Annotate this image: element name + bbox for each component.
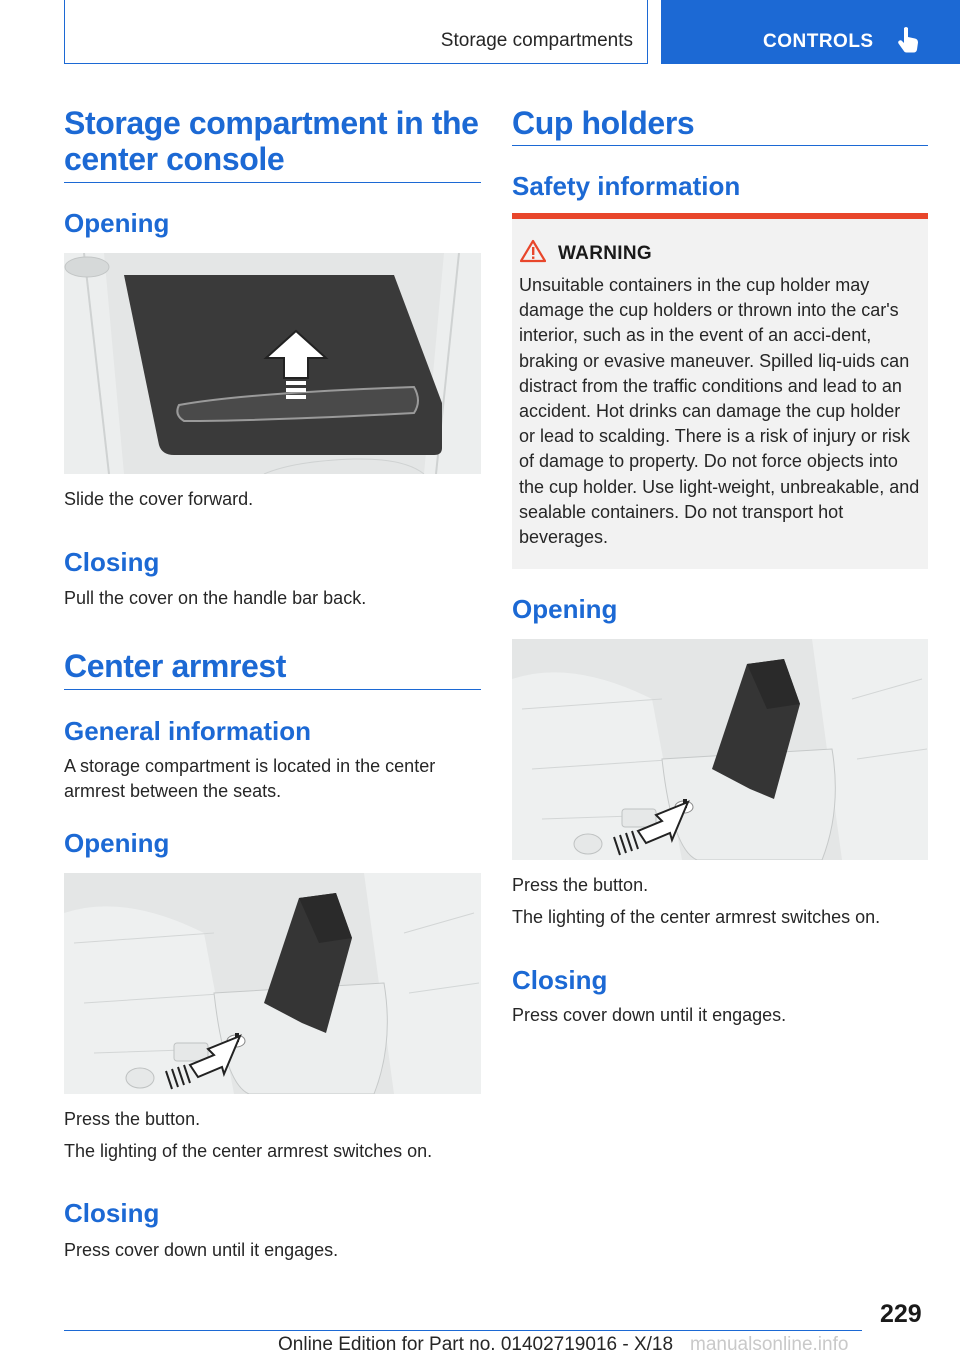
warning-title: WARNING (558, 243, 652, 264)
console-cover-figure (64, 253, 481, 474)
opening-heading-1: Opening (64, 208, 170, 238)
caption-press-button-right: Press the button. (512, 875, 649, 895)
opening-heading-3: Opening (512, 594, 618, 624)
footer-rule (64, 1330, 862, 1331)
footer-edition: Online Edition for Part no. 01402719016 - X/18 (278, 1334, 674, 1355)
armrest-figure-right (512, 639, 928, 860)
general-info-text: A storage compartment is located in the center armrest between the seats. (64, 756, 436, 801)
pointing-hand-icon (897, 26, 921, 54)
center-armrest-title: Center armrest (64, 648, 287, 684)
caption-slide-cover: Slide the cover forward. (64, 489, 254, 509)
cup-holders-rule (512, 145, 928, 146)
armrest-rule (64, 689, 481, 690)
closing-heading-3: Closing (512, 965, 608, 995)
closing-heading-1: Closing (64, 547, 160, 577)
title-rule (64, 182, 481, 183)
closing-text-3: Press cover down until it engages. (512, 1005, 787, 1025)
closing-text-1: Pull the cover on the handle bar back. (64, 588, 367, 608)
header-section-title: Storage compartments (440, 30, 633, 51)
caption-lighting-right: The lighting of the center armrest switches on. (512, 907, 881, 927)
closing-text-2: Press cover down until it engages. (64, 1240, 339, 1260)
header-section-box (64, 0, 648, 64)
header-chapter-title: CONTROLS (763, 31, 874, 52)
cup-holders-title: Cup holders (512, 105, 695, 141)
armrest-figure-left (64, 873, 481, 1094)
warning-box (512, 213, 928, 569)
footer-brand-watermark: manualsonline.info (690, 1334, 849, 1355)
general-info-heading: General information (64, 716, 312, 746)
caption-press-button-left: Press the button. (64, 1109, 201, 1129)
caption-lighting-left: The lighting of the center armrest switches on. (64, 1141, 433, 1161)
console-storage-title: Storage compartment in the center console (64, 105, 479, 177)
warning-text: Unsuitable containers in the cup holder may damage the cup holders or thrown into the car's interior, such as in the event of an acci-dent, braking or evasive maneuver. Spilled liq-uids can distract from the traffic conditions and lead to an accident. Hot drinks can damage the cup holder or lead to scalding. There is a risk of injury or risk of damage to property. Do not force objects into the cup holder. Use light-weight, unbreakable, and sealable containers. Do not transport hot beverages. (519, 275, 920, 548)
opening-heading-2: Opening (64, 828, 170, 858)
page-number: 229 (880, 1300, 922, 1328)
header-chapter-box (661, 0, 960, 64)
safety-info-heading: Safety information (512, 171, 741, 201)
warning-triangle-icon (520, 239, 546, 263)
closing-heading-2: Closing (64, 1198, 160, 1228)
